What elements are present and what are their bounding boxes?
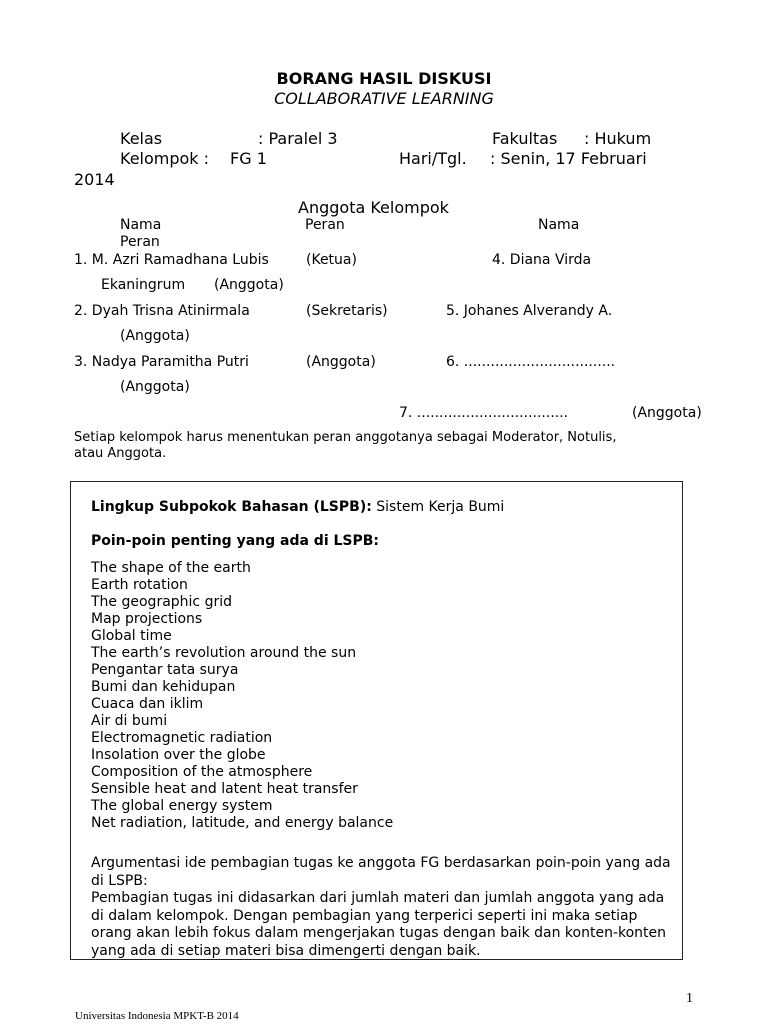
kelompok-value: FG 1	[230, 149, 267, 168]
list-item: Bumi dan kehidupan	[91, 679, 236, 695]
fakultas-label: Fakultas	[492, 129, 558, 148]
argument-heading: Argumentasi ide pembagian tugas ke anggota FG berdasarkan poin-poin yang ada di LSPB:	[91, 855, 671, 889]
year-text: 2014	[74, 170, 115, 189]
footer-text: Universitas Indonesia MPKT-B 2014	[75, 1010, 239, 1022]
kelompok-label: Kelompok :	[120, 149, 210, 168]
member-4-role: (Anggota)	[214, 277, 284, 293]
list-item: Insolation over the globe	[91, 747, 266, 763]
col-nama-1: Nama	[120, 217, 162, 233]
list-item: The global energy system	[91, 798, 273, 814]
list-item: Composition of the atmosphere	[91, 764, 313, 780]
member-7-role: (Anggota)	[632, 405, 702, 421]
member-5-name: 5. Johanes Alverandy A.	[446, 303, 613, 319]
member-7-name: 7. ..................................	[399, 405, 569, 421]
member-3-role: (Anggota)	[306, 354, 376, 370]
list-item: Cuaca dan iklim	[91, 696, 204, 712]
list-item: Air di bumi	[91, 713, 168, 729]
kelas-value: : Paralel 3	[258, 129, 338, 148]
col-nama-2: Nama	[538, 217, 580, 233]
list-item: The shape of the earth	[91, 560, 251, 576]
member-1-name: 1. M. Azri Ramadhana Lubis	[74, 252, 269, 268]
lspb-label: Lingkup Subpokok Bahasan (LSPB):	[91, 499, 372, 515]
role-note-cont: atau Anggota.	[74, 446, 167, 461]
argument-body: Pembagian tugas ini didasarkan dari jumlah materi dan jumlah anggota yang ada di dalam kelompok. Dengan pembagian yang terperici seperti ini maka setiap orang akan lebih fokus dalam mengerjakan tugas dengan baik dan konten-konten yang ada di setiap materi bisa dimengerti dengan baik.	[91, 890, 667, 959]
lspb-value: Sistem Kerja Bumi	[376, 499, 505, 515]
lspb-box	[70, 481, 683, 960]
member-2-role: (Sekretaris)	[306, 303, 388, 319]
member-4-name: 4. Diana Virda	[492, 252, 592, 268]
member-2-name: 2. Dyah Trisna Atinirmala	[74, 303, 250, 319]
list-item: Map projections	[91, 611, 203, 627]
list-item: Earth rotation	[91, 577, 188, 593]
lspb-row	[91, 499, 504, 515]
col-peran-2: Peran	[120, 234, 160, 250]
member-3-name: 3. Nadya Paramitha Putri	[74, 354, 249, 370]
kelas-label: Kelas	[120, 129, 163, 148]
members-heading: Anggota Kelompok	[298, 198, 449, 217]
member-4-name-cont: Ekaningrum	[101, 277, 186, 293]
list-item: The geographic grid	[91, 594, 232, 610]
list-item: Sensible heat and latent heat transfer	[91, 781, 358, 797]
member-5-role: (Anggota)	[120, 328, 190, 344]
list-item: Global time	[91, 628, 172, 644]
fakultas-value: : Hukum	[584, 129, 652, 148]
list-item: Net radiation, latitude, and energy balance	[91, 815, 394, 831]
hari-value: : Senin, 17 Februari	[490, 149, 647, 168]
col-peran-1: Peran	[305, 217, 345, 233]
role-note: Setiap kelompok harus menentukan peran anggotanya sebagai Moderator, Notulis,	[74, 430, 617, 445]
hari-label: Hari/Tgl.	[399, 149, 467, 168]
list-item: Pengantar tata surya	[91, 662, 239, 678]
member-6-role: (Anggota)	[120, 379, 190, 395]
member-6-name: 6. ..................................	[446, 354, 616, 370]
points-list	[91, 560, 393, 832]
page-title: BORANG HASIL DISKUSI	[276, 69, 492, 88]
member-1-role: (Ketua)	[306, 252, 357, 268]
points-heading: Poin-poin penting yang ada di LSPB:	[91, 533, 380, 549]
page-number: 1	[686, 991, 693, 1006]
list-item: The earth’s revolution around the sun	[91, 645, 357, 661]
page-subtitle: COLLABORATIVE LEARNING	[274, 89, 494, 108]
argument-section	[91, 855, 671, 960]
list-item: Electromagnetic radiation	[91, 730, 273, 746]
